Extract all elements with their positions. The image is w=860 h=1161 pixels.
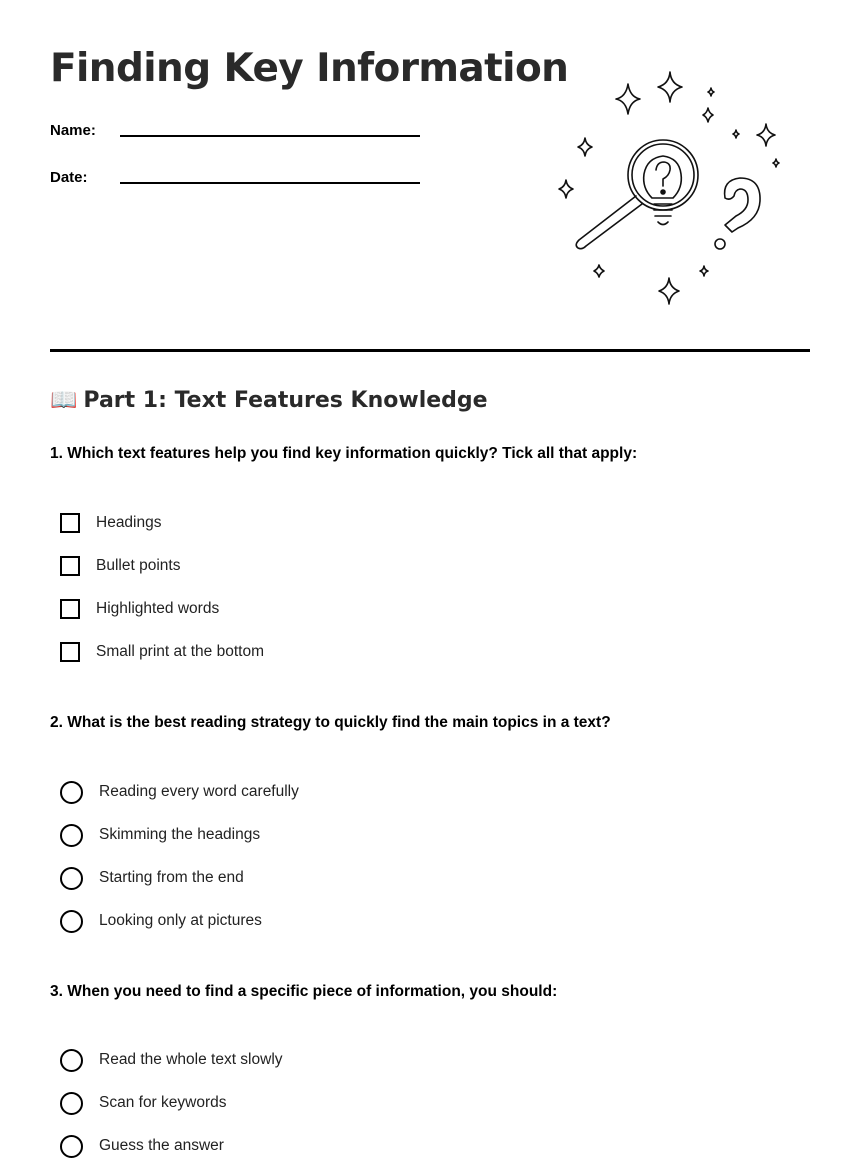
q3-option-scan-keywords[interactable] — [60, 1091, 227, 1115]
radio-button[interactable] — [60, 1092, 83, 1115]
q2-option-looking-at-pictures[interactable] — [60, 909, 262, 933]
section-divider — [50, 349, 810, 352]
magnifying-glass-lightbulb-question-icon — [550, 64, 790, 312]
checkbox[interactable] — [60, 642, 80, 662]
name-label: Name: — [50, 122, 96, 139]
checkbox[interactable] — [60, 513, 80, 533]
name-field[interactable] — [50, 122, 430, 152]
checkbox[interactable] — [60, 556, 80, 576]
option-label: Guess the answer — [99, 1137, 224, 1154]
option-label: Bullet points — [96, 557, 181, 574]
radio-button[interactable] — [60, 910, 83, 933]
option-label: Scan for keywords — [99, 1094, 227, 1111]
q1-option-headings[interactable] — [60, 511, 162, 535]
q3-option-guess-answer[interactable] — [60, 1134, 224, 1158]
part1-heading — [50, 388, 488, 413]
option-label: Small print at the bottom — [96, 643, 264, 660]
radio-button[interactable] — [60, 1135, 83, 1158]
radio-button[interactable] — [60, 1049, 83, 1072]
date-field[interactable] — [50, 169, 430, 199]
page-title: Finding Key Information — [50, 46, 569, 91]
checkbox[interactable] — [60, 599, 80, 619]
radio-button[interactable] — [60, 781, 83, 804]
open-book-icon: 📖 — [50, 388, 78, 413]
q1-option-small-print[interactable] — [60, 640, 264, 664]
q1-option-bullet-points[interactable] — [60, 554, 180, 578]
q2-option-reading-every-word[interactable] — [60, 780, 299, 804]
option-label: Looking only at pictures — [99, 912, 262, 929]
option-label: Headings — [96, 514, 162, 531]
q1-option-highlighted-words[interactable] — [60, 597, 219, 621]
part1-heading-text: Part 1: Text Features Knowledge — [83, 388, 488, 413]
option-label: Read the whole text slowly — [99, 1051, 283, 1068]
q3-option-read-whole-text[interactable] — [60, 1048, 283, 1072]
name-line[interactable] — [120, 135, 420, 137]
option-label: Reading every word carefully — [99, 783, 299, 800]
q2-option-skimming-headings[interactable] — [60, 823, 260, 847]
date-line[interactable] — [120, 182, 420, 184]
radio-button[interactable] — [60, 867, 83, 890]
option-label: Skimming the headings — [99, 826, 261, 843]
option-label: Highlighted words — [96, 600, 220, 617]
question-3: 3. When you need to find a specific piece of information, you should: — [50, 983, 558, 1000]
question-2: 2. What is the best reading strategy to quickly find the main topics in a text? — [50, 714, 611, 731]
date-label: Date: — [50, 169, 88, 186]
question-1: 1. Which text features help you find key information quickly? Tick all that apply: — [50, 445, 638, 462]
option-label: Starting from the end — [99, 869, 244, 886]
q2-option-starting-from-end[interactable] — [60, 866, 244, 890]
radio-button[interactable] — [60, 824, 83, 847]
